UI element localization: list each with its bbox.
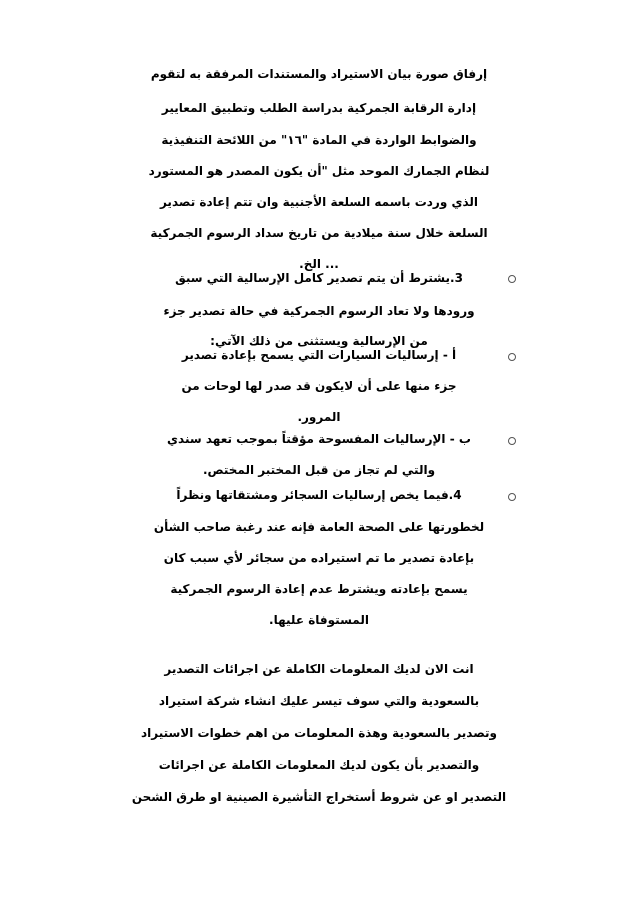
item4-line-3: بإعادة تصدير ما تم استيراده من سجائر لأي سبب كان: [163, 551, 475, 565]
closing-line-2: بالسعودية والتي سوف تيسر عليك انشاء شركة استيراد: [158, 694, 480, 708]
item4-line-1: 4.فيما يخص إرساليات السجائر ومشتقاتها ونظراً: [176, 488, 462, 502]
paragraph1-line-6: السلعة خلال سنة ميلادية من تاريخ سداد الرسوم الجمركية: [150, 226, 488, 240]
paragraph1-line-2: إدارة الرقابة الجمركية بدراسة الطلب وتطبيق المعايير: [161, 101, 477, 115]
item3-line-1: 3.يشترط أن يتم تصدير كامل الإرسالية التي سبق: [175, 271, 463, 285]
paragraph1-line-3: والضوابط الواردة في المادة "١٦" من اللائحة التنفيذية: [161, 133, 477, 147]
closing-line-1: انت الان لديك المعلومات الكاملة عن اجرائات التصدير: [164, 662, 474, 676]
item4-line-5: المستوفاة عليها.: [269, 613, 369, 627]
paragraph1-line-7: ... الخ.: [299, 257, 339, 271]
item-a-line-1: أ - إرساليات السيارات التي يسمح بإعادة تصدير: [181, 348, 457, 362]
paragraph1-line-1: إرفاق صورة بيان الاستيراد والمستندات المرفقة به لتقوم: [150, 67, 488, 81]
item-b-line-2: والتي لم تجاز من قبل المختبر المختص.: [202, 463, 436, 477]
closing-line-5: التصدير او عن شروط أستخراج التأشيرة الصينية او طرق الشحن: [131, 790, 507, 804]
item-a-line-3: المرور.: [297, 410, 341, 424]
item4-line-2: لخطورتها على الصحة العامة فإنه عند رغبة صاحب الشأن: [153, 520, 485, 534]
item-a-line-2: جزء منها على أن لايكون قد صدر لها لوحات من: [181, 379, 457, 393]
closing-line-3: وتصدير بالسعودية وهذة المعلومات من اهم خطوات الاستيراد: [140, 726, 498, 740]
item3-line-3: من الإرسالية ويستثنى من ذلك الآتي:: [210, 334, 428, 348]
item3-line-2: ورودها ولا تعاد الرسوم الجمركية في حالة تصدير جزء: [163, 304, 475, 318]
paragraph1-line-5: الذي وردت باسمه السلعة الأجنبية وان تتم إعادة تصدير: [159, 195, 479, 209]
item-b-line-1: ب - الإرساليات المفسوحة مؤقتاً بموجب تعهد سندي: [167, 432, 471, 446]
closing-line-4: والتصدير بأن يكون لديك المعلومات الكاملة عن اجرائات: [158, 758, 480, 772]
item4-line-4: يسمح بإعادته ويشترط عدم إعادة الرسوم الجمركية: [170, 582, 468, 596]
paragraph1-line-4: لنظام الجمارك الموحد مثل "أن يكون المصدر هو المستورد: [148, 164, 490, 178]
